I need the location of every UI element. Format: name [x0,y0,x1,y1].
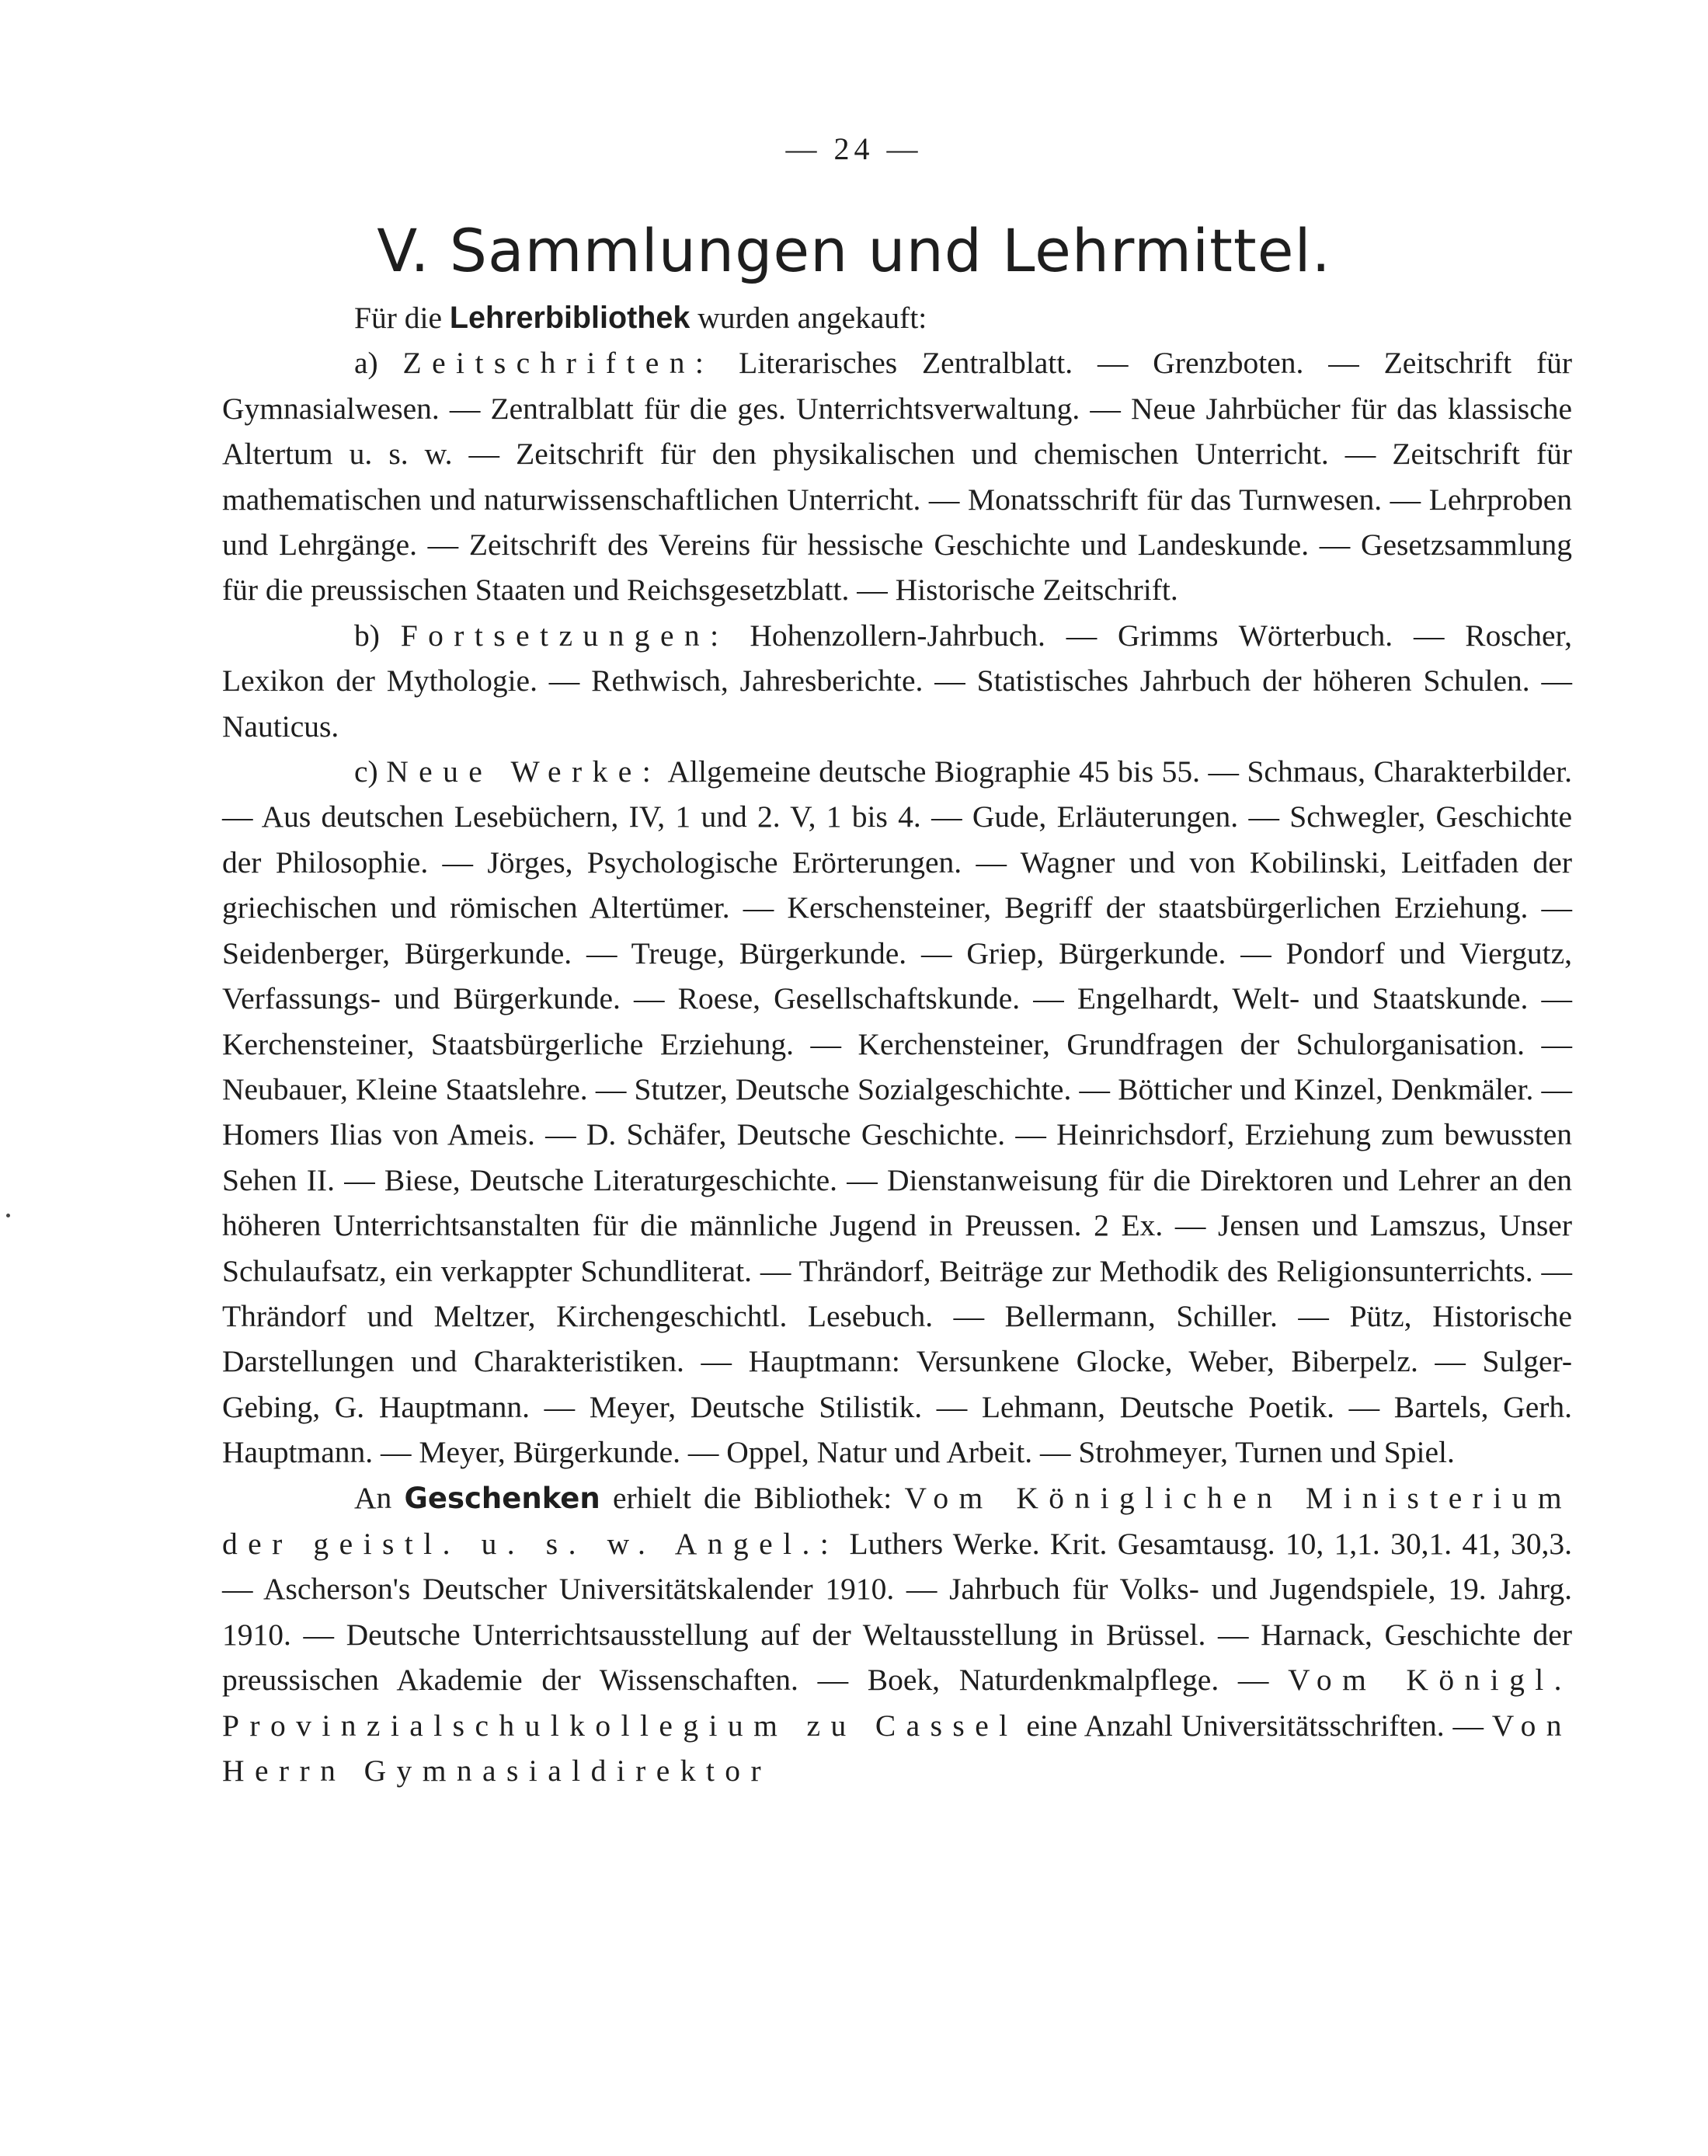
section-c-term: Neue Werke: [386,754,662,789]
gifts-mid: erhielt die Bibliothek: [600,1480,905,1515]
page-number: — 24 — [785,131,923,166]
intro-post: wurden angekauft: [690,301,927,335]
section-c-paragraph [222,749,1572,1475]
body-text [222,295,1572,1793]
gifts-text-2: eine Anzahl Universitätsschriften. — [1017,1708,1492,1743]
gifts-pre: An [354,1480,405,1515]
gifts-paragraph [222,1475,1572,1794]
donor-gymnasialdirektor: Von Herrn Gymnasialdirektor [222,1708,1572,1788]
donor-provinzialschulkollegium: Vom Königl. Provinzialschulkollegium zu Cassel [222,1663,1572,1743]
section-title: V. Sammlungen und Lehrmittel. [377,216,1331,285]
section-a-text: Literarisches Zentralblatt. — Grenzboten. — Zeitschrift für Gymnasialwesen. — Zentralblatt für die ges. Unterrichtsverwaltung. — Neue Jahrbücher für das klassische Altertum u. s. w. — Zeitschrift für den physikalischen und chemischen Unterricht. — Zeitschrift für mathematischen und naturwissenschaftlichen Unterricht. — Monatsschrift für das Turnwesen. — Lehrproben und Lehrgänge. — Zeitschrift des Vereins für hessische Geschichte und Landeskunde. — Gesetzsammlung für die preussischen Staaten und Reichsgesetzblatt. — Historische Zeitschrift. [222,346,1572,608]
section-a-paragraph [222,340,1572,612]
section-c-label: c) [354,754,387,789]
scan-speck [6,1214,10,1217]
gifts-text-1: Luthers Werke. Krit. Gesamtausg. 10, 1,1. 30,1. 41, 30,3. — Ascherson's Deutscher Universitätskalender 1910. — Jahrbuch für Volks- und Jugendspiele, 19. Jahrg. 1910. — Deutsche Unterrichtsausstellung auf der Weltausstellung in Brüssel. — Harnack, Geschichte der preussischen Akademie der Wissenschaften. — Boek, Naturdenkmalpflege. — [222,1526,1572,1698]
intro-pre: Für die [354,301,450,335]
section-b-label: b) [354,618,401,653]
section-b-paragraph [222,613,1572,749]
geschenken-term: Geschenken [404,1481,600,1515]
section-c-text: Allgemeine deutsche Biographie 45 bis 55. — Schmaus, Charakterbilder. — Aus deutschen Lesebüchern, IV, 1 und 2. V, 1 bis 4. — Gude, Erläuterungen. — Schwegler, Geschichte der Philosophie. — Jörges, Psychologische Erörterungen. — Wagner und von Kobilinski, Leitfaden der griechischen und römischen Altertümer. — Kerschensteiner, Begriff der staatsbürgerlichen Erziehung. — Seidenberger, Bürgerkunde. — Treuge, Bürgerkunde. — Griep, Bürgerkunde. — Pondorf und Viergutz, Verfassungs- und Bürgerkunde. — Roese, Gesellschaftskunde. — Engelhardt, Welt- und Staatskunde. — Kerchensteiner, Staatsbürgerliche Erziehung. — Kerchensteiner, Grundfragen der Schulorganisation. — Neubauer, Kleine Staatslehre. — Stutzer, Deutsche Sozialgeschichte. — Bötticher und Kinzel, Denkmäler. — Homers Ilias von Ameis. — D. Schäfer, Deutsche Geschichte. — Heinrichsdorf, Erziehung zum bewussten Sehen II. — Biese, Deutsche Literaturgeschichte. — Dienstanweisung für die Direktoren und Lehrer an den höheren Unterrichtsanstalten für die männliche Jugend in Preussen. 2 Ex. — Jensen und Lamszus, Unser Schulaufsatz, ein verkappter Schundliterat. — Thrändorf, Beiträge zur Methodik des Religionsunterrichts. — Thrändorf und Meltzer, Kirchengeschichtl. Lesebuch. — Bellermann, Schiller. — Pütz, Historische Darstellungen und Charakteristiken. — Hauptmann: Versunkene Glocke, Weber, Biberpelz. — Sulger-Gebing, G. Hauptmann. — Meyer, Deutsche Stilistik. — Lehmann, Deutsche Poetik. — Bartels, Gerh. Hauptmann. — Meyer, Bürgerkunde. — Oppel, Natur und Arbeit. — Strohmeyer, Turnen und Spiel. [222,754,1573,1470]
donor-ministerium: Vom Königlichen Ministerium der geistl. u. s. w. Angel.: [222,1480,1573,1561]
section-b-text: Hohenzollern-Jahrbuch. — Grimms Wörterbuch. — Roscher, Lexikon der Mythologie. — Rethwisch, Jahresberichte. — Statistisches Jahrbuch der höheren Schulen. — Nauticus. [222,618,1572,744]
intro-paragraph [222,295,1572,340]
section-b-term: Fortsetzungen: [400,618,729,653]
section-a-label: a) [354,346,403,381]
lehrerbibliothek-term: Lehrerbibliothek [449,301,691,335]
section-a-term: Zeitschriften: [402,346,715,381]
